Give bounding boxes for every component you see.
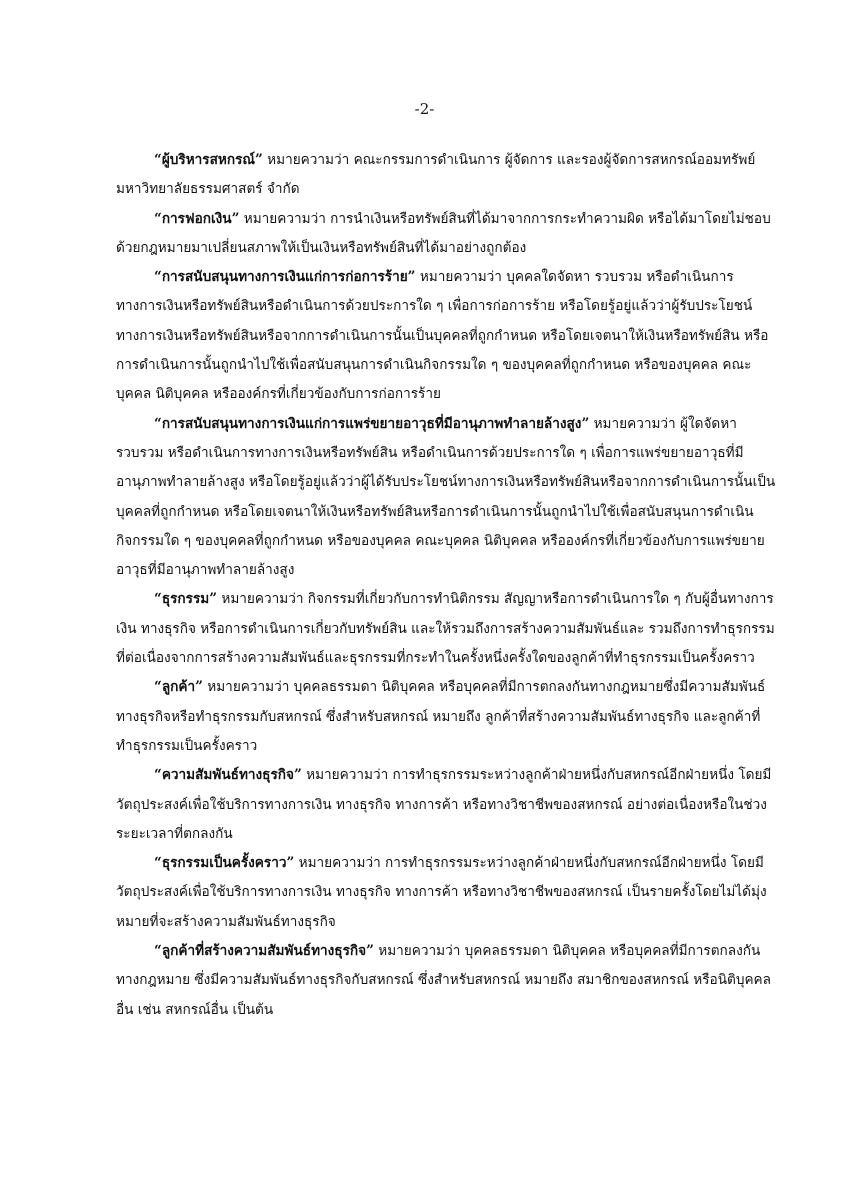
definition-paragraph	[116, 263, 776, 409]
definitions-list	[116, 146, 776, 1025]
definition-text: หมายความว่า คณะกรรมการดำเนินการ ผู้จัดการ และรองผู้จัดการสหกรณ์ออมทรัพย์มหาวิทยาลัยธรรมศาสตร์ จำกัด	[116, 152, 756, 198]
definition-paragraph	[116, 410, 776, 586]
definition-term: “ความสัมพันธ์ทางธุรกิจ”	[154, 767, 302, 784]
definition-term: “การสนับสนุนทางการเงินแก่การแพร่ขยายอาวุธที่มีอานุภาพทำลายล้างสูง”	[154, 415, 590, 432]
definition-text: หมายความว่า การทำธุรกรรมระหว่างลูกค้าฝ่ายหนึ่งกับสหกรณ์อีกฝ่ายหนึ่ง โดยมีวัตถุประสงค์เพื่อใช้บริการทางการเงิน ทางธุรกิจ ทางการค้า หรือทางวิชาชีพของสหกรณ์ อย่างต่อเนื่องหรือในช่วงระยะเวลาที่ตกลงกัน	[116, 767, 772, 842]
page-number: -2-	[414, 100, 435, 118]
definition-term: “ธุรกรรมเป็นครั้งคราว”	[154, 855, 295, 872]
definition-text: หมายความว่า กิจกรรมที่เกี่ยวกับการทำนิติกรรม สัญญาหรือการดำเนินการใด ๆ กับผู้อื่นทางการเงิน ทางธุรกิจ หรือการดำเนินการเกี่ยวกับทรัพย์สิน และให้รวมถึงการสร้างความสัมพันธ์และ รวมถึงการทำธุรกรรมที่ต่อเนื่องจากการสร้างความสัมพันธ์และธุรกรรมที่กระทำในครั้งหนึ่งครั้งใดของลูกค้าที่ทำธุรกรรมเป็นครั้งคราว	[116, 591, 775, 667]
definition-text: หมายความว่า การทำธุรกรรมระหว่างลูกค้าฝ่ายหนึ่งกับสหกรณ์อีกฝ่ายหนึ่ง โดยมีวัตถุประสงค์เพื่อใช้บริการทางการเงิน ทางธุรกิจ ทางการค้า หรือทางวิชาชีพของสหกรณ์ เป็นรายครั้งโดยไม่ได้มุ่งหมายที่จะสร้างความสัมพันธ์ทางธุรกิจ	[116, 855, 767, 930]
definition-term: “การฟอกเงิน”	[154, 210, 240, 227]
definition-text: หมายความว่า บุคคลธรรมดา นิติบุคคล หรือบุคคลที่มีการตกลงกันทางกฎหมายซึ่งมีความสัมพันธ์ทางธุรกิจหรือทำธุรกรรมกับสหกรณ์ ซึ่งสำหรับสหกรณ์ หมายถึง ลูกค้าที่สร้างความสัมพันธ์ทางธุรกิจ และลูกค้าที่ทำธุรกรรมเป็นครั้งคราว	[116, 679, 766, 754]
definition-paragraph	[116, 146, 776, 205]
definition-paragraph	[116, 849, 776, 937]
definition-term: “การสนับสนุนทางการเงินแก่การก่อการร้าย”	[154, 269, 416, 286]
definition-paragraph	[116, 205, 776, 264]
definition-paragraph	[116, 937, 776, 1025]
definition-term: “ลูกค้า”	[154, 679, 203, 696]
definition-paragraph	[116, 585, 776, 673]
definition-paragraph	[116, 761, 776, 849]
definition-text: หมายความว่า บุคคลธรรมดา นิติบุคคล หรือบุคคลที่มีการตกลงกันทางกฎหมาย ซึ่งมีความสัมพันธ์ทางธุรกิจกับสหกรณ์ ซึ่งสำหรับสหกรณ์ หมายถึง สมาชิกของสหกรณ์ หรือนิติบุคคลอื่น เช่น สหกรณ์อื่น เป็นต้น	[116, 943, 771, 1018]
definition-text: หมายความว่า ผู้ใดจัดหารวบรวม หรือดำเนินการทางการเงินหรือทรัพย์สิน หรือดำเนินการด้วยประการใด ๆ เพื่อการแพร่ขยายอาวุธที่มีอานุภาพทำลายล้างสูง หรือโดยรู้อยู่แล้วว่าผู้ได้รับประโยชน์ทางการเงินหรือทรัพย์สินหรือจากการดำเนินการนั้นเป็นบุคคลที่ถูกกำหนด หรือโดยเจตนาให้เงินหรือทรัพย์สินหรือการดำเนินการนั้นถูกนำไปใช้เพื่อสนับสนุนการดำเนินกิจกรรมใด ๆ ของบุคคลที่ถูกกำหนด หรือของบุคคล คณะบุคคล นิติบุคคล หรือองค์กรที่เกี่ยวข้องกับการแพร่ขยายอาวุธที่มีอานุภาพทำลายล้างสูง	[116, 415, 776, 579]
definition-term: “ผู้บริหารสหกรณ์”	[154, 152, 263, 168]
definition-paragraph	[116, 673, 776, 761]
definition-term: “ธุรกรรม”	[154, 591, 218, 608]
definition-term: “ลูกค้าที่สร้างความสัมพันธ์ทางธุรกิจ”	[154, 943, 374, 960]
definition-text: หมายความว่า บุคคลใดจัดหา รวบรวม หรือดำเนินการทางการเงินหรือทรัพย์สินหรือดำเนินการด้วยประการใด ๆ เพื่อการก่อการร้าย หรือโดยรู้อยู่แล้วว่าผู้รับประโยชน์ทางการเงินหรือทรัพย์สินหรือจากการดำเนินการนั้นเป็นบุคคลที่ถูกกำหนด หรือโดยเจตนาให้เงินหรือทรัพย์สิน หรือการดำเนินการนั้นถูกนำไปใช้เพื่อสนับสนุนการดำเนินกิจกรรมใด ๆ ของบุคคลที่ถูกกำหนด หรือของบุคคล คณะบุคคล นิติบุคคล หรือองค์กรที่เกี่ยวข้องกับการก่อการร้าย	[116, 269, 769, 403]
definition-text: หมายความว่า การนำเงินหรือทรัพย์สินที่ได้มาจากการกระทำความผิด หรือได้มาโดยไม่ชอบด้วยกฎหมายมาเปลี่ยนสภาพให้เป็นเงินหรือทรัพย์สินที่ได้มาอย่างถูกต้อง	[116, 210, 771, 256]
